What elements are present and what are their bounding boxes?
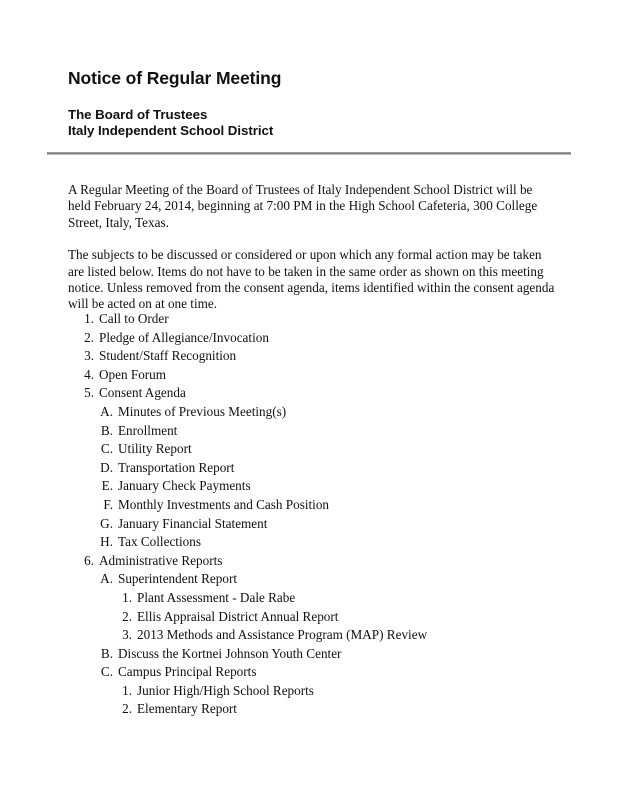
agenda-disclaimer-paragraph: The subjects to be discussed or considered or upon which any formal action may be taken are listed below. Items do not have to be taken in the same order as shown on this meeting notice. Unless removed from the consent agenda, items identified within the consent agenda will be acted on at one time. xyxy=(68,247,555,312)
agenda-item-marker: 5. xyxy=(84,385,94,401)
page-title: Notice of Regular Meeting xyxy=(68,68,282,88)
agenda-item-label: Pledge of Allegiance/Invocation xyxy=(99,329,269,345)
agenda-item xyxy=(68,533,558,552)
agenda-item-marker: B. xyxy=(100,645,113,661)
agenda-item xyxy=(68,440,558,459)
agenda-item-marker: 3. xyxy=(84,348,94,364)
agenda-item xyxy=(68,570,558,589)
agenda-item xyxy=(68,515,558,534)
agenda-item-label: January Financial Statement xyxy=(118,515,268,531)
agenda-item xyxy=(68,663,558,682)
agenda-item-marker: C. xyxy=(100,664,113,680)
agenda-item xyxy=(68,422,558,441)
agenda-item-marker: B. xyxy=(100,422,113,438)
agenda-item xyxy=(68,589,558,608)
agenda-item-label: Minutes of Previous Meeting(s) xyxy=(118,403,287,419)
agenda-item xyxy=(68,608,558,627)
agenda-item-label: Consent Agenda xyxy=(99,385,186,401)
agenda-item xyxy=(68,626,558,645)
agenda-item-marker: A. xyxy=(100,571,113,587)
agenda-item-marker: A. xyxy=(100,403,113,419)
agenda-item xyxy=(68,496,558,515)
agenda-item-marker: 1. xyxy=(84,311,94,326)
agenda-item xyxy=(68,682,558,701)
agenda-item-marker: 4. xyxy=(84,366,94,382)
agenda-item-label: Call to Order xyxy=(99,311,169,326)
agenda-item xyxy=(68,366,558,385)
agenda-item-marker: H. xyxy=(100,534,113,550)
agenda-item-marker: E. xyxy=(101,478,113,494)
agenda-item-label: Elementary Report xyxy=(137,701,237,717)
agenda-item-marker: 1. xyxy=(122,589,132,605)
agenda-item xyxy=(68,459,558,478)
agenda-item-marker: C. xyxy=(100,441,113,457)
agenda-item-marker: 6. xyxy=(84,552,94,568)
agenda-item-label: 2013 Methods and Assistance Program (MAP) Review xyxy=(137,627,428,643)
agenda-item-marker: 1. xyxy=(122,682,132,698)
agenda-item-label: Student/Staff Recognition xyxy=(99,348,237,364)
agenda-item-label: Ellis Appraisal District Annual Report xyxy=(137,608,339,624)
agenda-item-label: Campus Principal Reports xyxy=(118,664,257,680)
agenda-item xyxy=(68,645,558,664)
agenda-item-label: January Check Payments xyxy=(118,478,251,494)
meeting-details-paragraph: A Regular Meeting of the Board of Trustees of Italy Independent School District will be held February 24, 2014, beginning at 7:00 PM in the High School Cafeteria, 300 College Street, Italy, Texas. xyxy=(68,182,538,230)
agenda-item-label: Monthly Investments and Cash Position xyxy=(118,496,329,512)
agenda-list xyxy=(68,310,558,719)
agenda-item-marker: 2. xyxy=(122,701,132,717)
agenda-item-marker: G. xyxy=(100,515,113,531)
subtitle-district-line: Italy Independent School District xyxy=(68,122,274,138)
agenda-item-label: Discuss the Kortnei Johnson Youth Center xyxy=(118,645,342,661)
agenda-item-marker: 2. xyxy=(84,329,94,345)
agenda-item xyxy=(68,384,558,403)
agenda-item-label: Plant Assessment - Dale Rabe xyxy=(137,589,296,605)
agenda-item xyxy=(68,477,558,496)
agenda-item xyxy=(68,700,558,719)
notice-body xyxy=(68,182,558,313)
agenda-item-label: Administrative Reports xyxy=(99,552,223,568)
agenda-item xyxy=(68,329,558,348)
agenda-item-label: Junior High/High School Reports xyxy=(137,682,314,698)
agenda-item-marker: D. xyxy=(100,459,113,475)
agenda-item-label: Superintendent Report xyxy=(118,571,238,587)
agenda-item xyxy=(68,552,558,571)
agenda-item-marker: 3. xyxy=(122,627,132,643)
agenda-item xyxy=(68,403,558,422)
agenda-item-label: Tax Collections xyxy=(118,534,201,550)
document-header xyxy=(68,68,560,138)
agenda-item-label: Open Forum xyxy=(99,366,167,382)
agenda-item-label: Transportation Report xyxy=(118,459,235,475)
agenda-item xyxy=(68,347,558,366)
header-divider-rule xyxy=(47,152,571,155)
agenda-item xyxy=(68,310,558,329)
agenda-item-marker: F. xyxy=(103,496,113,512)
agenda-item-label: Enrollment xyxy=(118,422,178,438)
document-subtitle xyxy=(68,107,560,138)
subtitle-board-line: The Board of Trustees xyxy=(68,107,208,122)
agenda-item-marker: 2. xyxy=(122,608,132,624)
agenda-item-label: Utility Report xyxy=(118,441,192,457)
